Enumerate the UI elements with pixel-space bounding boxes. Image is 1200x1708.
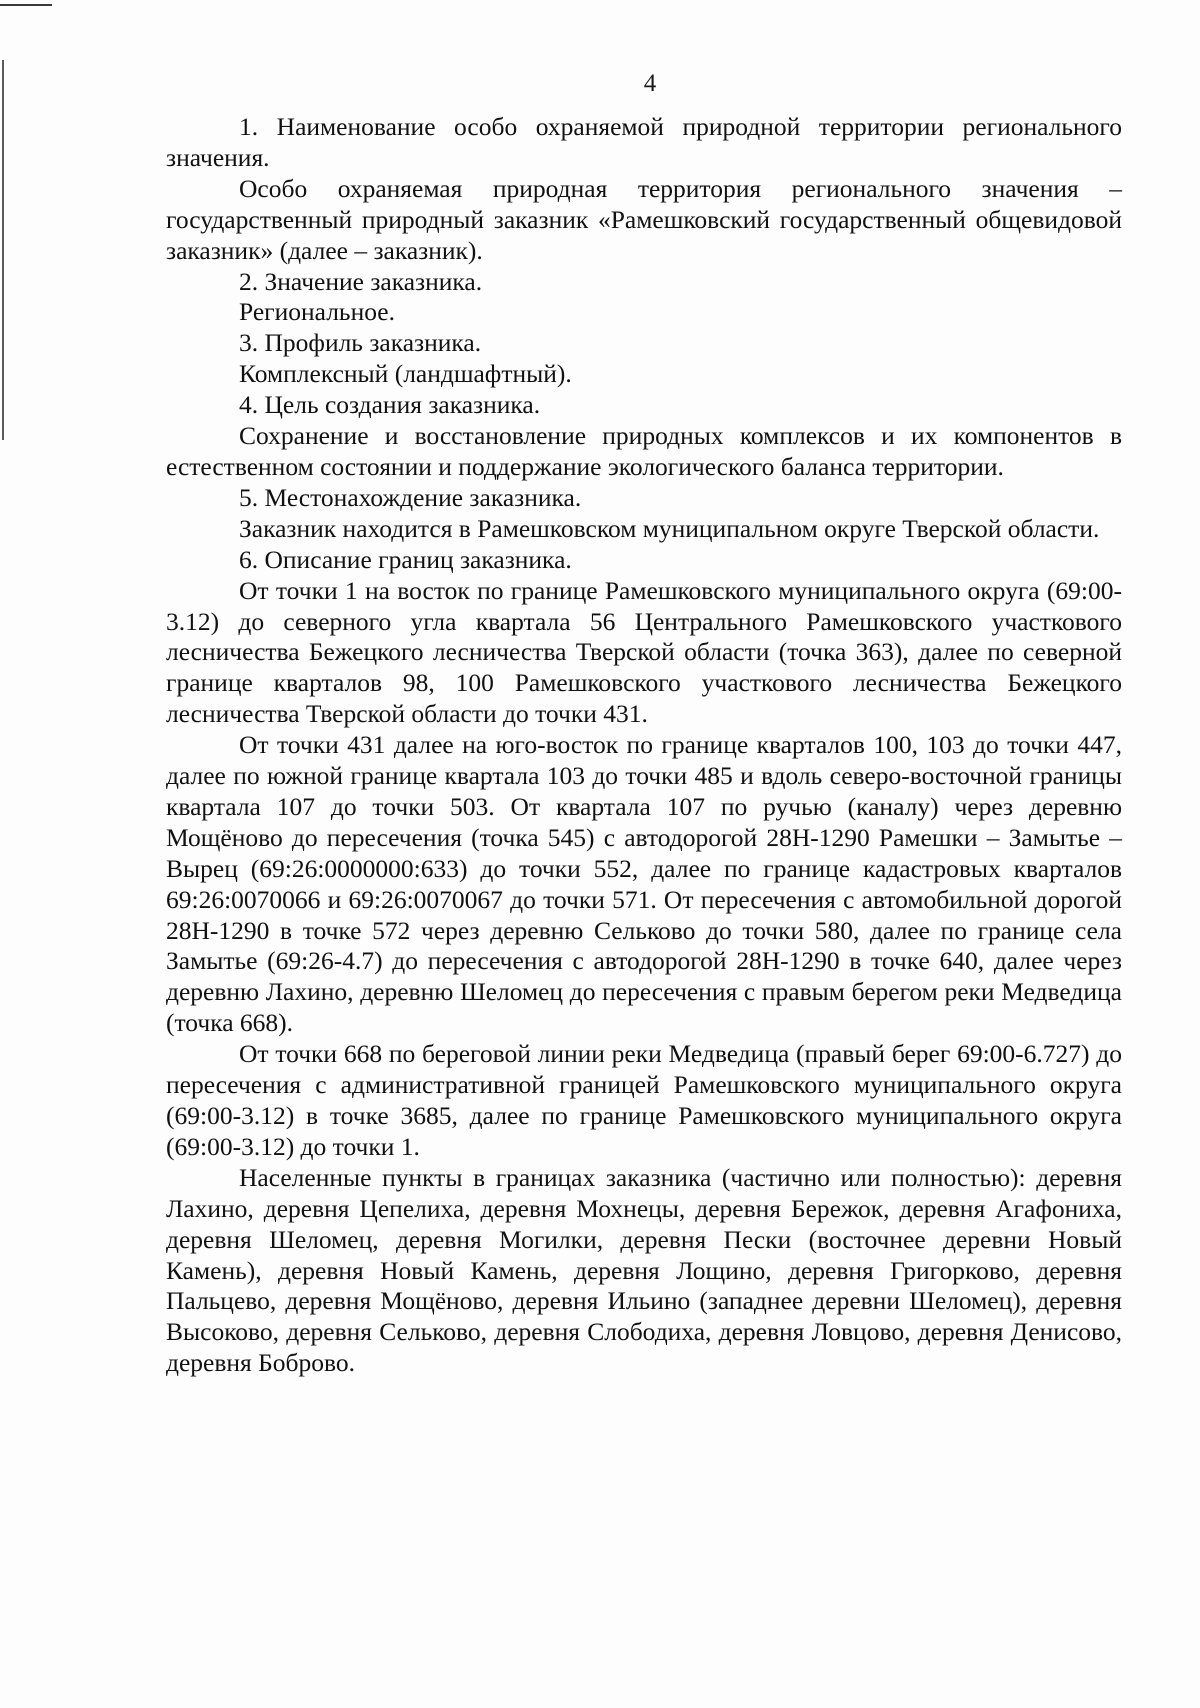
- paragraph-purpose-heading: 4. Цель создания заказника.: [239, 390, 541, 420]
- page-number: 4: [643, 70, 657, 97]
- paragraph-significance-text: Региональное.: [239, 297, 395, 327]
- paragraph-name-heading: 1. Наименование особо охраняемой природной территории регионального значения.: [166, 112, 1122, 172]
- paragraph-boundaries-text-1: От точки 1 на восток по границе Рамешковского муниципального округа (69:00-3.12) до северного угла квартала 56 Центрального Рамешковского участкового лесничества Бежецкого лесничества Тверской области (точка 363), далее по северной границе кварталов 98, 100 Рамешковского участкового лесничества Бежецкого лесничества Тверской области до точки 431.: [166, 575, 1122, 729]
- paragraph-location-heading: 5. Местонахождение заказника.: [239, 482, 582, 512]
- paragraph-settlements: Населенные пункты в границах заказника (частично или полностью): деревня Лахино, деревня Цепелиха, деревня Мохнецы, деревня Бережок, деревня Агафониха, деревня Шеломец, деревня Могилки, деревня Пески (восточнее деревни Новый Камень), деревня Новый Камень, деревня Лощино, деревня Григорково, деревня Пальцево, деревня Мощёново, деревня Ильино (западнее деревни Шеломец), деревня Высоково, деревня Сельково, деревня Слободиха, деревня Ловцово, деревня Денисово, деревня Боброво.: [166, 1162, 1122, 1378]
- scan-edge-mark-top: [0, 4, 52, 6]
- scan-edge-mark-left: [2, 60, 4, 440]
- paragraph-significance-heading: 2. Значение заказника.: [239, 266, 483, 296]
- document-body: [166, 112, 1122, 1379]
- paragraph-name-text: Особо охраняемая природная территория регионального значения – государственный природный заказник «Рамешковский государственный общевидовой заказник» (далее – заказник).: [166, 173, 1122, 265]
- paragraph-location-text: Заказник находится в Рамешковском муниципальном округе Тверской области.: [239, 513, 1100, 543]
- paragraph-profile-text: Комплексный (ландшафтный).: [239, 359, 572, 389]
- paragraph-profile-heading: 3. Профиль заказника.: [239, 328, 482, 358]
- paragraph-purpose-text: Сохранение и восстановление природных комплексов и их компонентов в естественном состоянии и поддержание экологического баланса территории.: [166, 421, 1122, 481]
- paragraph-boundaries-text-3: От точки 668 по береговой линии реки Медведица (правый берег 69:00-6.727) до пересечения с административной границей Рамешковского муниципального округа (69:00-3.12) в точке 3685, далее по границе Рамешковского муниципального округа (69:00-3.12) до точки 1.: [166, 1039, 1122, 1161]
- paragraph-boundaries-heading: 6. Описание границ заказника.: [239, 544, 572, 574]
- paragraph-boundaries-text-2: От точки 431 далее на юго-восток по границе кварталов 100, 103 до точки 447, далее по южной границе квартала 103 до точки 485 и вдоль северо-восточной границы квартала 107 до точки 503. От квартала 107 по ручью (каналу) через деревню Мощёново до пересечения (точка 545) с автодорогой 28Н-1290 Рамешки – Замытье – Вырец (69:26:0000000:633) до точки 552, далее по границе кадастровых кварталов 69:26:0070066 и 69:26:0070067 до точки 571. От пересечения с автомобильной дорогой 28Н-1290 в точке 572 через деревню Сельково до точки 580, далее по границе села Замытье (69:26-4.7) до пересечения с автодорогой 28Н-1290 в точке 640, далее через деревню Лахино, деревню Шеломец до пересечения с правым берегом реки Медведица (точка 668).: [166, 730, 1122, 1038]
